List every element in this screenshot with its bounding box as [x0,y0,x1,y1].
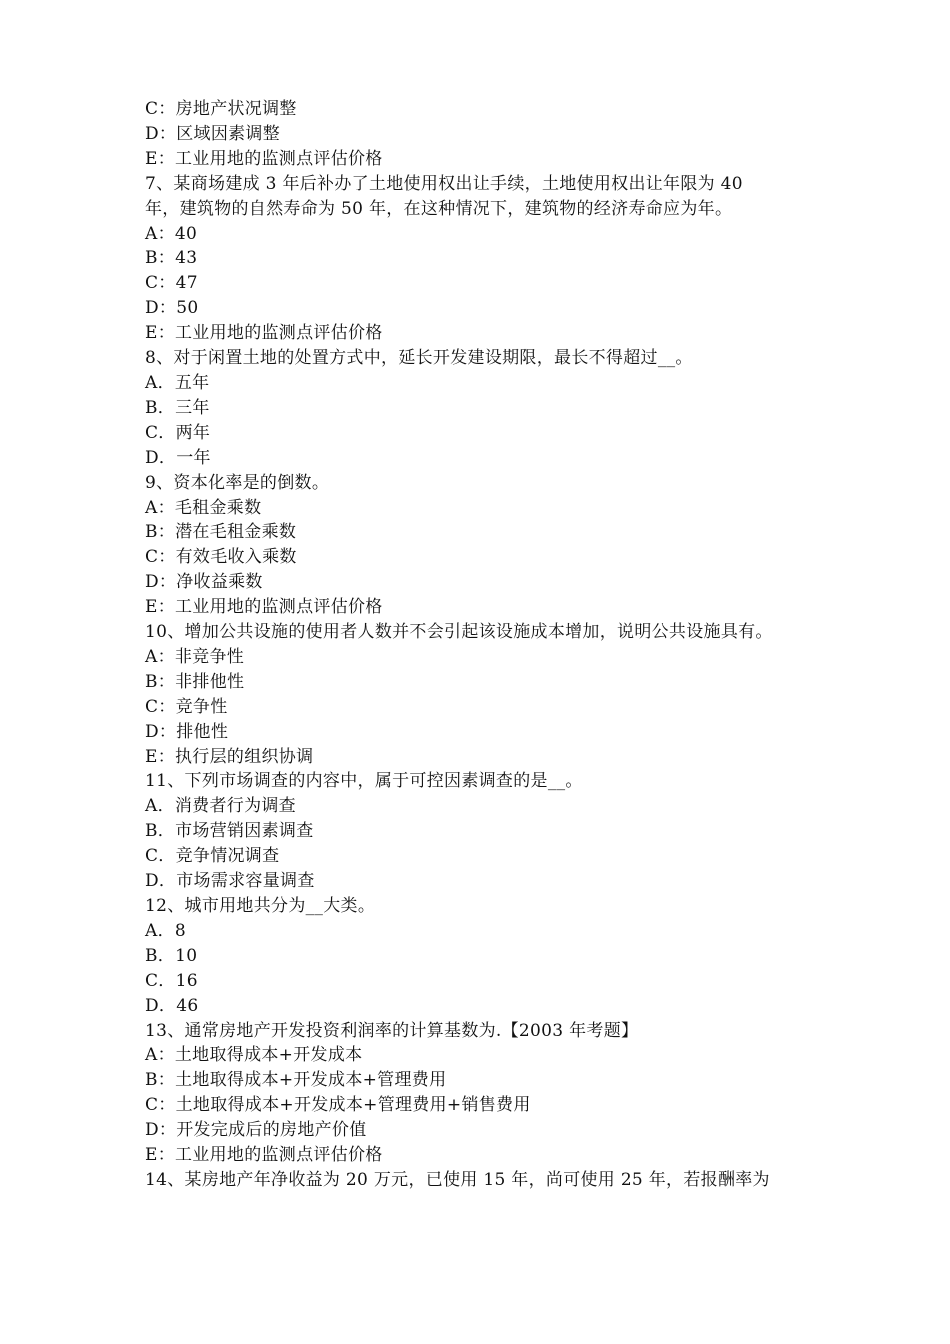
document-page [145,97,825,1193]
text-line: A：非竞争性 [145,646,245,667]
text-line: 9、资本化率是的倒数。 [145,472,330,493]
text-line: 7、某商场建成 3 年后补办了土地使用权出让手续，土地使用权出让年限为 40 [145,173,743,194]
text-line: A：40 [145,223,198,244]
text-line: B．市场营销因素调查 [145,821,314,842]
text-line: C：47 [145,273,198,294]
text-line: C：有效毛收入乘数 [145,547,297,568]
text-line: D．46 [145,995,199,1016]
text-line: A．五年 [145,372,210,393]
text-line: B：43 [145,248,198,269]
text-line: C．两年 [145,422,211,443]
text-line: B：潜在毛租金乘数 [145,522,297,543]
text-line: C．16 [145,970,198,991]
text-line: C：竞争性 [145,696,228,717]
text-line: B．10 [145,945,198,966]
text-line: D：净收益乘数 [145,572,263,593]
text-line: B：非排他性 [145,671,245,692]
text-line: E：工业用地的监测点评估价格 [145,597,383,618]
text-line: C：土地取得成本+开发成本+管理费用+销售费用 [145,1095,531,1116]
text-line: E：工业用地的监测点评估价格 [145,1145,383,1166]
text-line: C：房地产状况调整 [145,99,297,119]
text-line: 11、下列市场调查的内容中，属于可控因素调查的是__。 [145,771,583,792]
text-line: 8、对于闲置土地的处置方式中，延长开发建设期限，最长不得超过__。 [145,348,693,369]
text-line: 13、通常房地产开发投资利润率的计算基数为.【2003 年考题】 [145,1020,639,1041]
text-line: D：开发完成后的房地产价值 [145,1120,367,1141]
text-line: E：工业用地的监测点评估价格 [145,323,383,344]
text-line: D．一年 [145,447,211,468]
text-line: D．市场需求容量调查 [145,871,315,892]
text-line: 10、增加公共设施的使用者人数并不会引起该设施成本增加，说明公共设施具有。 [145,622,773,643]
text-line: D：排他性 [145,721,229,742]
text-line: A：土地取得成本+开发成本 [145,1045,363,1066]
text-line: E：工业用地的监测点评估价格 [145,148,383,169]
text-line: C．竞争情况调查 [145,846,280,867]
text-line: 12、城市用地共分为__大类。 [145,896,376,916]
text-line: A．消费者行为调查 [145,796,296,817]
text-line: A．8 [145,920,186,941]
text-line: 年，建筑物的自然寿命为 50 年，在这种情况下，建筑物的经济寿命应为年。 [145,198,733,219]
text-line: 14、某房地产年净收益为 20 万元，已使用 15 年，尚可使用 25 年，若报酬率为 [145,1169,770,1190]
text-line: B．三年 [145,397,210,418]
text-line: D：区域因素调整 [145,123,281,144]
text-line: A：毛租金乘数 [145,497,262,518]
text-line: E：执行层的组织协调 [145,746,314,767]
text-line: B：土地取得成本+开发成本+管理费用 [145,1070,447,1091]
text-line: D：50 [145,298,199,319]
